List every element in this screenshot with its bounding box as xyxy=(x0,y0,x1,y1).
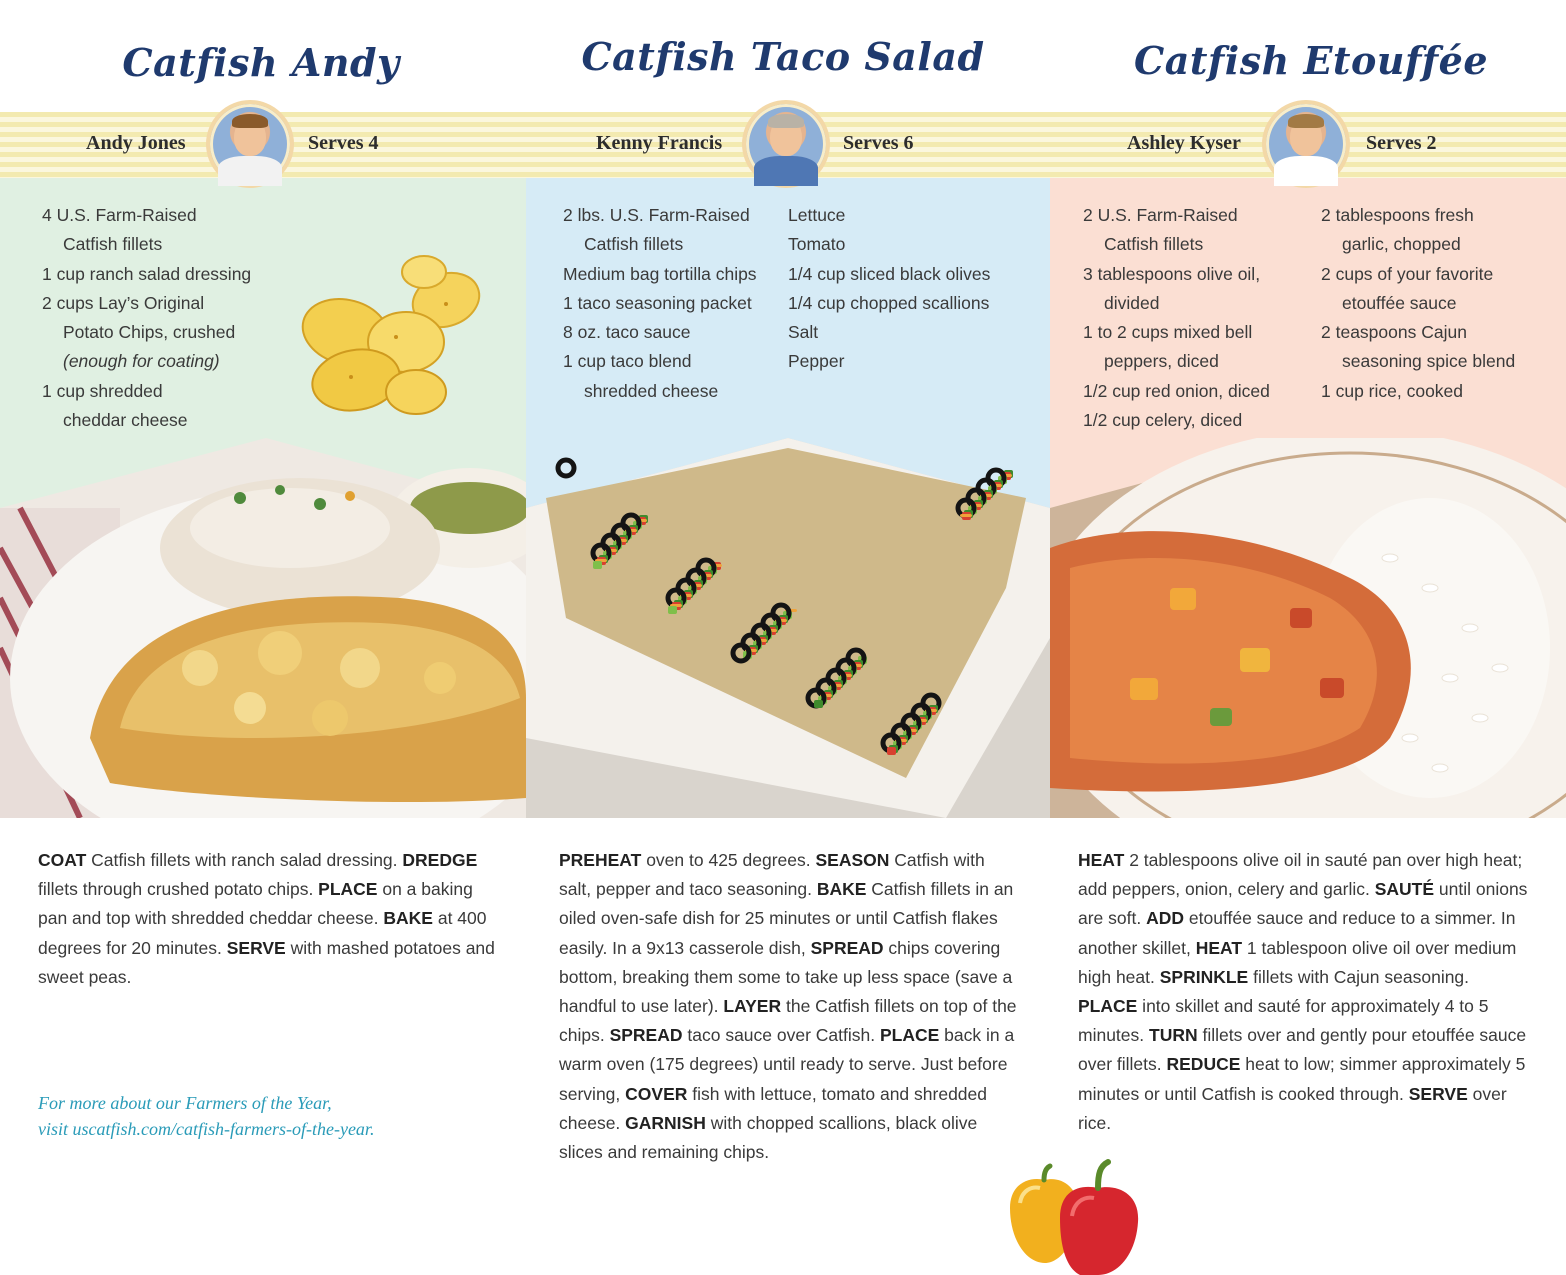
farmer-name-ashley: Ashley Kyser xyxy=(1127,132,1241,154)
potato-chips-image xyxy=(296,252,502,422)
salad-topping xyxy=(960,514,972,517)
method-verb: COVER xyxy=(625,1083,688,1104)
method-text: Catfish fillets in an oiled oven-safe dish for 25 minutes or until Catfish flakes easily. In a 9x13 casserole dish, xyxy=(559,879,1014,958)
ingredient-line: 2 tablespoons fresh xyxy=(1321,205,1474,225)
recipe-title-catfish-etouffee: Catfish Etouffée xyxy=(1134,38,1488,83)
method-verb: PLACE xyxy=(318,879,378,900)
note-line-1: For more about our Farmers of the Year, xyxy=(38,1093,332,1113)
farmer-avatar-ashley xyxy=(1262,100,1350,188)
method-verb: SAUTÉ xyxy=(1374,879,1435,900)
farmer-name-andy: Andy Jones xyxy=(86,132,186,154)
ingredient-line: Lettuce xyxy=(788,205,846,225)
method-text: heat to low; simmer approximately 5 minutes or until Catfish is cooked through. xyxy=(1078,1054,1526,1104)
ingredient-line: Tomato xyxy=(788,234,846,255)
catfish-taco-salad-photo xyxy=(526,438,1050,818)
ingredient-line: 1/2 cup celery, diced xyxy=(1083,410,1243,431)
ingredient-line: Pepper xyxy=(788,351,845,372)
serves-andy: Serves 4 xyxy=(308,132,379,154)
recipe-title-catfish-andy: Catfish Andy xyxy=(122,40,400,85)
ingredient-line: 2 cups of your favorite xyxy=(1321,263,1494,284)
method-verb: PLACE xyxy=(879,1025,940,1046)
method-text: 2 tablespoons olive oil in sauté pan over high heat; add peppers, onion, celery and garlic. xyxy=(1078,850,1523,900)
method-text: Catfish with salt, pepper and taco seasoning. xyxy=(559,850,985,900)
farmer-name-kenny: Kenny Francis xyxy=(596,132,723,154)
ingredient-line: (enough for coating) xyxy=(63,351,220,372)
ingredient-line: Potato Chips, crushed xyxy=(63,322,236,343)
ingredient-line: 1/4 cup chopped scallions xyxy=(788,292,990,313)
method-verb: SERVE xyxy=(1408,1083,1468,1104)
ingredient-line: Catfish fillets xyxy=(1104,234,1204,255)
method-verb: TURN xyxy=(1149,1025,1198,1046)
salad-topping xyxy=(558,460,574,476)
ingredient-line: shredded cheese xyxy=(584,380,719,401)
ingredients-list-taco-col2 xyxy=(788,201,990,377)
method-verb: COAT xyxy=(38,850,87,870)
ingredient-line: 1 cup shredded xyxy=(42,380,163,401)
ingredient-line: 8 oz. taco sauce xyxy=(563,322,691,343)
catfish-etouffee-photo xyxy=(1050,438,1566,818)
ingredient-line: 1/2 cup red onion, diced xyxy=(1083,380,1270,401)
ingredient-line: seasoning spice blend xyxy=(1342,351,1516,372)
method-text: on a baking pan and top with shredded cheddar cheese. xyxy=(38,879,473,929)
serves-ashley: Serves 2 xyxy=(1366,132,1437,154)
method-verb: SPRINKLE xyxy=(1159,966,1249,987)
method-text: etouffée sauce and reduce to a simmer. In another skillet, xyxy=(1078,908,1516,958)
method-text: fish with lettuce, tomato and shredded cheese. xyxy=(559,1083,987,1133)
bell-peppers-image xyxy=(1000,1158,1150,1275)
method-verb: HEAT xyxy=(1078,850,1125,870)
ingredient-line: 4 U.S. Farm-Raised xyxy=(42,205,197,225)
method-text: fillets through crushed potato chips. xyxy=(38,879,319,900)
farmers-of-the-year-note xyxy=(38,1090,374,1142)
method-verb: SERVE xyxy=(226,937,286,958)
ingredient-line: peppers, diced xyxy=(1104,351,1219,372)
ingredient-line: garlic, chopped xyxy=(1342,234,1461,255)
method-text: with chopped scallions, black olive slices and remaining chips. xyxy=(559,1112,978,1163)
method-text: fillets over and gently pour etouffée sauce over fillets. xyxy=(1078,1025,1527,1075)
ingredient-line: 1/4 cup sliced black olives xyxy=(788,263,991,284)
ingredient-line: Medium bag tortilla chips xyxy=(563,263,757,284)
method-text: fillets with Cajun seasoning. xyxy=(1248,966,1470,987)
method-verb: GARNISH xyxy=(625,1112,706,1133)
method-verb: PREHEAT xyxy=(559,850,642,870)
method-text: taco sauce over Catfish. xyxy=(682,1025,880,1046)
method-text: the Catfish fillets on top of the chips. xyxy=(559,996,1017,1046)
ingredient-line: 3 tablespoons olive oil, xyxy=(1083,263,1261,284)
farmer-avatar-kenny xyxy=(742,100,830,188)
ingredient-line: etouffée sauce xyxy=(1342,292,1457,313)
salad-topping xyxy=(668,606,677,614)
ingredient-line: 1 cup ranch salad dressing xyxy=(42,263,252,284)
ingredient-line: 2 cups Lay’s Original xyxy=(42,292,205,313)
ingredient-line: 1 cup taco blend xyxy=(563,351,692,372)
method-text: chips covering bottom, breaking them some to take up less space (save a handful to use later). xyxy=(559,937,1013,1017)
method-text: into skillet and sauté for approximately 4 to 5 minutes. xyxy=(1078,996,1489,1046)
salad-topping xyxy=(593,561,602,569)
method-verb: LAYER xyxy=(723,996,782,1017)
catfish-andy-photo xyxy=(0,438,526,818)
method-verb: SPREAD xyxy=(810,937,884,958)
method-etouffee xyxy=(1078,846,1530,1138)
salad-topping xyxy=(814,700,823,708)
ingredient-line: 1 to 2 cups mixed bell xyxy=(1083,322,1253,343)
method-verb: DREDGE xyxy=(402,850,478,870)
ingredient-line: Catfish fillets xyxy=(584,234,684,255)
recipe-title-catfish-taco-salad: Catfish Taco Salad xyxy=(581,34,985,79)
ingredient-line: Salt xyxy=(788,322,819,343)
method-text: with mashed potatoes and sweet peas. xyxy=(38,937,495,987)
method-verb: HEAT xyxy=(1195,937,1243,958)
ingredient-line: 2 U.S. Farm-Raised xyxy=(1083,205,1238,225)
method-verb: SPREAD xyxy=(609,1025,683,1046)
ingredients-list-andy xyxy=(42,201,251,435)
method-taco xyxy=(559,846,1021,1167)
ingredient-line: 2 teaspoons Cajun xyxy=(1321,322,1467,343)
ingredients-list-etouffee-col2 xyxy=(1321,201,1515,406)
ingredient-line: 1 cup rice, cooked xyxy=(1321,380,1464,401)
method-verb: BAKE xyxy=(383,908,433,929)
ingredient-line: Catfish fillets xyxy=(63,234,163,255)
note-line-2-link[interactable]: visit uscatfish.com/catfish-farmers-of-the-year. xyxy=(38,1119,375,1139)
method-verb: ADD xyxy=(1146,908,1185,929)
ingredient-line: 2 lbs. U.S. Farm-Raised xyxy=(563,205,750,225)
method-text: over rice. xyxy=(1078,1083,1507,1133)
method-text: 1 tablespoon olive oil over medium high heat. xyxy=(1078,937,1517,987)
salad-topping xyxy=(887,747,896,755)
method-text: Catfish fillets with ranch salad dressing. xyxy=(86,850,403,870)
method-verb: REDUCE xyxy=(1166,1054,1241,1075)
method-text: until onions are soft. xyxy=(1078,879,1528,929)
ingredients-list-etouffee-col1 xyxy=(1083,201,1270,435)
method-text: back in a warm oven (175 degrees) until ready to serve. Just before serving, xyxy=(559,1025,1015,1104)
ingredients-list-taco-col1 xyxy=(563,201,757,406)
ingredient-line: 1 taco seasoning packet xyxy=(563,292,752,313)
method-text: oven to 425 degrees. xyxy=(641,850,816,870)
method-verb: BAKE xyxy=(816,879,867,900)
ingredient-line: divided xyxy=(1104,292,1160,313)
method-verb: PLACE xyxy=(1078,996,1138,1017)
method-andy xyxy=(38,846,504,992)
serves-kenny: Serves 6 xyxy=(843,132,914,154)
ingredient-line: cheddar cheese xyxy=(63,410,188,431)
method-verb: SEASON xyxy=(815,850,890,870)
method-text: at 400 degrees for 20 minutes. xyxy=(38,908,487,958)
farmer-avatar-andy xyxy=(206,100,294,188)
